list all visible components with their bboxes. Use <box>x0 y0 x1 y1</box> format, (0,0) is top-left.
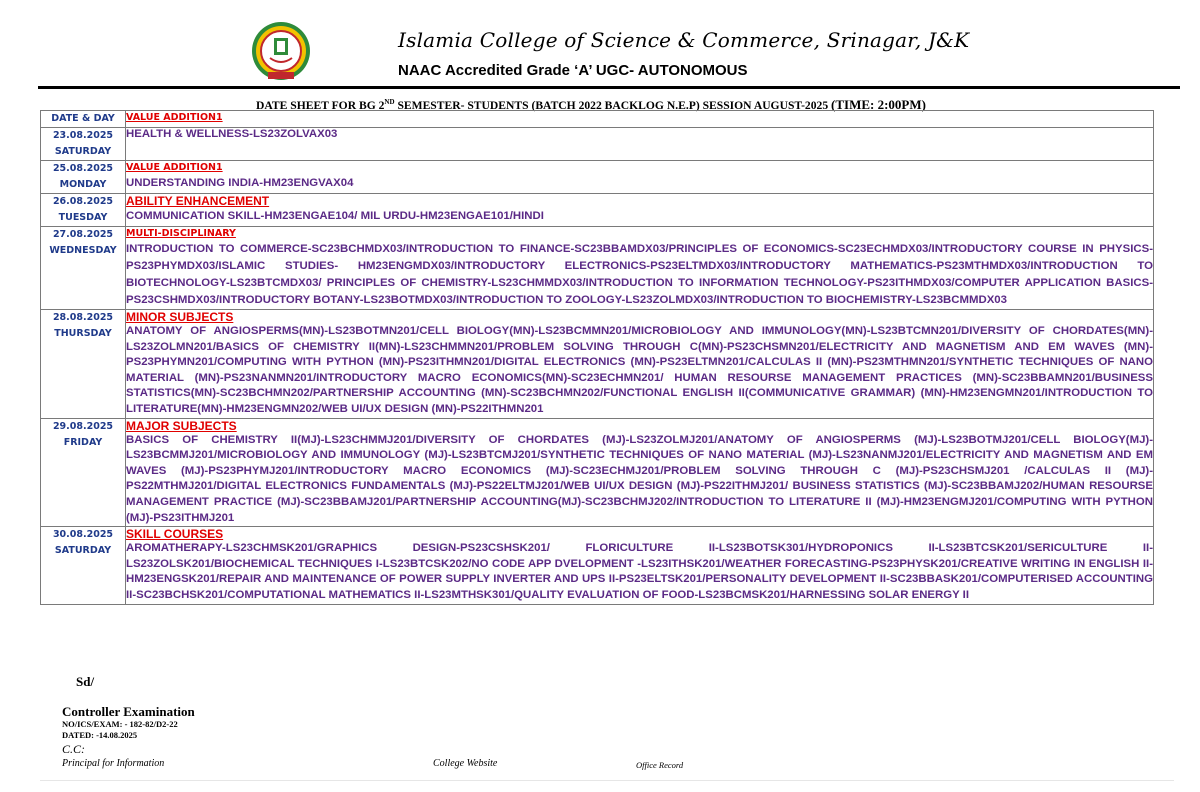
college-name: Islamia College of Science & Commerce, Srinagar, J&K <box>398 28 970 52</box>
cc-office-record: Office Record <box>636 760 684 770</box>
day-text: SATURDAY <box>54 146 112 157</box>
cc-college-website: College Website <box>433 758 498 769</box>
date-text: 27.08.2025 <box>52 229 114 240</box>
date-cell <box>41 227 126 310</box>
date-text: 26.08.2025 <box>52 196 114 207</box>
table-row <box>41 527 1154 604</box>
date-cell <box>41 111 126 128</box>
category-label: MINOR SUBJECTS <box>126 310 234 324</box>
date-text: DATE & DAY <box>51 113 115 124</box>
date-text: 28.08.2025 <box>52 312 114 323</box>
signatory-title: Controller Examination <box>62 704 195 719</box>
title-time: (TIME: 2:00PM) <box>831 97 926 112</box>
subject-list: AROMATHERAPY-LS23CHMSK201/GRAPHICS DESIGN-PS23CSHSK201/ FLORICULTURE II-LS23BOTSK301/HYDROPONICS II-LS23BTCSK201/SERICULTURE II-LS23ZOLSK201/BIOCHEMICAL TECHNIQUES I-LS23BTCSK202/NO CODE APP DVELOPMENT -LS23ITHSK201/WEATHER FORECASTING-PS23PHYSK201/CREATIVE WRITING IN ENGLISH II-HM23ENGSK201/REPAIR AND MAINTENANCE OF POWER SUPPLY INVERTER AND UPS II-PS23ELTSK201/PERSONALITY DEVELOPMENT II-SC23BBASK201/COMPUTERISED ACCOUNTING II-SC23BCHSK201/COMPUTATIONAL MATHEMATICS II-LS23MTHSK301/QUALITY EVALUATION OF FOOD-LS23BCMSK201/HARNESSING SOLAR ENERGY II <box>126 542 1153 601</box>
date-cell <box>41 128 126 161</box>
table-row <box>41 111 1154 128</box>
category-label: ABILITY ENHANCEMENT <box>126 194 270 208</box>
date-text: 25.08.2025 <box>52 163 114 174</box>
college-logo <box>250 20 312 82</box>
date-text: 23.08.2025 <box>52 130 114 141</box>
category-label: MULTI-DISCIPLINARY <box>126 228 236 239</box>
page-footer <box>0 668 1200 792</box>
day-text: FRIDAY <box>63 436 103 448</box>
date-text: 29.08.2025 <box>52 420 114 432</box>
day-text: WEDNESDAY <box>49 245 117 256</box>
cc-label: C.C: <box>62 742 86 756</box>
subject-list: HEALTH & WELLNESS-LS23ZOLVAX03 <box>126 128 338 140</box>
table-row <box>41 194 1154 227</box>
table-row <box>41 227 1154 310</box>
subject-list: UNDERSTANDING INDIA-HM23ENGVAX04 <box>126 177 354 189</box>
day-text: THURSDAY <box>54 328 112 339</box>
table-row <box>41 310 1154 419</box>
date-text: 30.08.2025 <box>52 529 114 541</box>
day-text: MONDAY <box>59 179 107 190</box>
date-cell <box>41 161 126 194</box>
subjects-cell <box>126 161 1154 194</box>
page-header <box>0 0 1200 90</box>
date-cell <box>41 418 126 527</box>
category-label: MAJOR SUBJECTS <box>126 418 237 433</box>
title-prefix: DATE SHEET FOR BG 2 <box>256 99 385 112</box>
date-sheet-table <box>40 110 1154 605</box>
subject-list: ANATOMY OF ANGIOSPERMS(MN)-LS23BOTMN201/CELL BIOLOGY(MN)-LS23BCMMN201/MICROBIOLOGY AND IMMUNOLOGY(MN)-LS23BTCMN201/DIVERSITY OF CHORDATES(MN)-LS23ZOLMN201/BASICS OF CHEMISTRY II(MN)-LS23CHMMN201/PROBLEM SOLVING THROUGH C(MN)-PS23CHSMN201/ELECTRICITY AND MAGNETISM AND EM WAVES (MN)-PS23PHYMN201/COMPUTING WITH PYTHON (MN)-PS23ITHMN201/DIGITAL ELECTRONICS (MN)-PS23ELTMN201/CALCULAS II (MN)-PS23MTHMN201/SYNTHETIC TECHNIQUES OF NANO MATERIAL (MN)-PS23NANMN201/INTRODUCTORY MACRO ECONOMICS(MN)-SC23ECHMN201/ HUMAN RESOURSE MANAGEMENT PRACTICES (MN)-SC23BBAMN201/BUSINESS STATISTICS(MN)-SC23BCHMN202/PARTNERSHIP ACCOUNTING (MN)-SC23BCHMN202/FUNCTIONAL ENGLISH II(COMMUNICATIVE GRAMMAR) (MN)-HM23ENGMN201/INTRODUCTION TO LITERATURE(MN)-HM23ENGMN202/WEB UI/UX DESIGN (MN)-PS22ITHMN201 <box>126 325 1153 415</box>
day-text: SATURDAY <box>54 545 112 557</box>
category-label: SKILL COURSES <box>126 527 224 542</box>
cc-principal: Principal for Information <box>62 758 165 769</box>
date-cell <box>41 194 126 227</box>
signature-mark: Sd/ <box>76 674 95 689</box>
date-cell <box>41 527 126 604</box>
category-label: VALUE ADDITION1 <box>126 112 223 123</box>
subjects-cell <box>126 527 1154 604</box>
subjects-cell <box>126 418 1154 527</box>
subjects-cell <box>126 310 1154 419</box>
header-rule <box>38 86 1180 89</box>
subjects-cell <box>126 227 1154 310</box>
subjects-cell <box>126 111 1154 128</box>
date-cell <box>41 310 126 419</box>
title-suffix: SEMESTER- STUDENTS (BATCH 2022 BACKLOG N.E.P) SESSION AUGUST-2025 <box>394 99 832 112</box>
reference-number: NO/ICS/EXAM: - 182-82/D2-22 <box>62 719 178 729</box>
issue-date: DATED: -14.08.2025 <box>62 730 138 740</box>
subjects-cell <box>126 194 1154 227</box>
subjects-cell <box>126 128 1154 161</box>
table-row <box>41 161 1154 194</box>
subject-list: INTRODUCTION TO COMMERCE-SC23BCHMDX03/INTRODUCTION TO FINANCE-SC23BBAMDX03/PRINCIPLES OF ECONOMICS-SC23ECHMDX03/INTRODUCTORY COURSE IN PHYSICS-PS23PHYMDX03/ISLAMIC STUDIES- HM23ENGMDX03/INTRODUCTORY ELECTRONICS-PS23ELTMDX03/INTRODUCTORY MATHEMATICS-PS23MTHMDX03/INTRODUCTION TO BIOTECHNOLOGY-LS23BTCMDX03/ PRINCIPLES OF CHEMISTRY-LS23CHMMDX03/INTRODUCTION TO INFORMATION TECHNOLOGY-PS23ITHMDX03/COMPUTER APPLICATION BASICS-PS23CSHMDX03/INTRODUCTORY BOTANY-LS23BOTMDX03/INTRODUCTION TO ZOOLOGY-LS23ZOLMDX03/INTRODUCTION TO BIOCHEMISTRY-LS23BCMMDX03 <box>126 243 1153 306</box>
subject-list: BASICS OF CHEMISTRY II(MJ)-LS23CHMMJ201/DIVERSITY OF CHORDATES (MJ)-LS23ZOLMJ201/ANATOMY OF ANGIOSPERMS (MJ)-LS23BOTMJ201/CELL BIOLOGY(MJ)-LS23BCMMJ201/MICROBIOLOGY AND IMMUNOLOGY (MJ)-LS23BTCMJ201/SYNTHETIC TECHNIQUES OF NANO MATERIAL (MJ)-LS23NANMJ201/ELECTRICITY AND MAGNETISM AND EM WAVES (MJ)-PS23PHYMJ201/INTRODUCTORY MACRO ECONOMICS (MJ)-SC23ECHMJ201/PROBLEM SOLVING THROUGH C (MJ)-PS23CHSMJ201 /CALCULAS II (MJ)-PS22MTHMJ201/DIGITAL ELECTRONICS FUNDAMENTALS (MJ)-PS22ELTMJ201/WEB UI/UX DESIGN (MJ)-PS22ITHMJ201/ BUSINESS STATISTICS (MJ)-SC23BBAMJ202/HUMAN RESOURSE MANAGEMENT PRACTICE (MJ)-SC23BBAMJ201/PARTNERSHIP ACCOUNTING(MJ)-SC23BCHMJ202/INTRODUCTION TO LITERATURE II (MJ)-HM23ENGMJ201/COMPUTING WITH PYTHON (MJ)-PS23ITHMJ201 <box>126 433 1153 524</box>
day-text: TUESDAY <box>58 212 108 223</box>
accreditation-line: NAAC Accredited Grade ‘A’ UGC- AUTONOMOUS <box>398 62 748 79</box>
table-row <box>41 128 1154 161</box>
footer-rule <box>40 780 1174 781</box>
title-sup: ND <box>384 98 395 107</box>
table-row <box>41 418 1154 527</box>
category-label: VALUE ADDITION1 <box>126 162 223 173</box>
subject-list: COMMUNICATION SKILL-HM23ENGAE104/ MIL URDU-HM23ENGAE101/HINDI <box>126 210 544 222</box>
